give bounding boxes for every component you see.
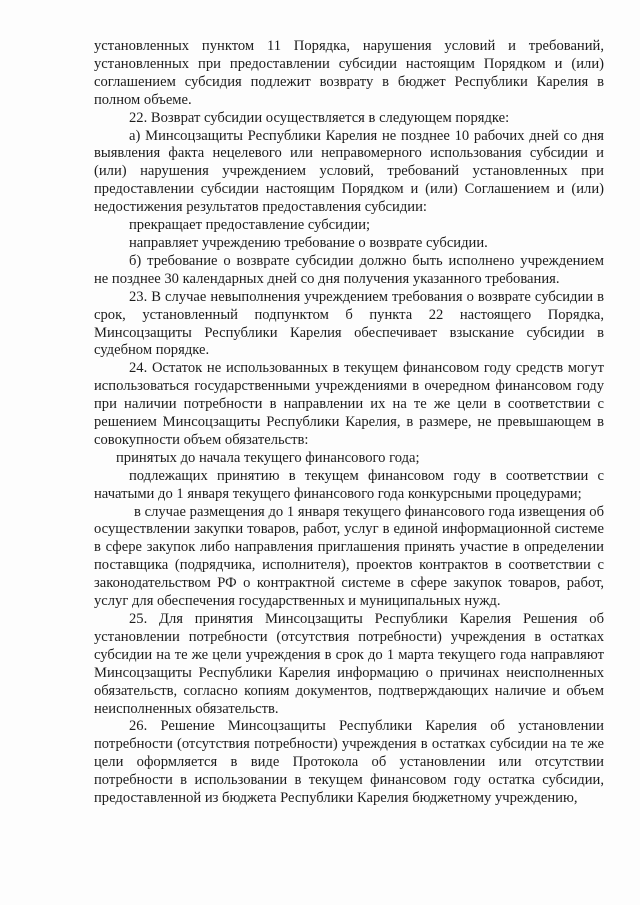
paragraph-22-a-item-2: направляет учреждению требование о возврате субсидии.	[129, 234, 488, 251]
paragraph-22-b: б) требование о возврате субсидии должно быть исполнено учреждением не позднее 30 календарных дней со дня получения указанного требования.	[94, 252, 604, 287]
paragraph-22-a: а) Минсоцзащиты Республики Карелия не позднее 10 рабочих дней со дня выявления факта нецелевого или неправомерного использования субсидии и (или) нарушения учреждением условий, требований установленных при предоставлении субсидии настоящим Порядком и (или) Соглашением и (или) недостижения результатов предоставления субсидии:	[94, 127, 604, 216]
paragraph-25: 25. Для принятия Минсоцзащиты Республики Карелия Решения об установлении потребности (отсутствия потребности) учреждения в остатках субсидии на те же цели учреждения в срок до 1 марта текущего года направляют Минсоцзащиты Республики Карелия информацию о причинах неисполненных обязательств, согласно копиям документов, подтверждающих наличие и объем неисполненных обязательств.	[94, 611, 604, 717]
paragraph-24-item-1: принятых до начала текущего финансового года;	[116, 449, 420, 466]
paragraph-26: 26. Решение Минсоцзащиты Республики Карелия об установлении потребности (отсутствия потребности) учреждения в остатках субсидии на те же цели оформляется в виде Протокола об установлении или отсутствии потребности в использовании в текущем финансовом году остатка субсидии, предоставленной из бюджета Республики Карелия бюджетному учреждению,	[94, 718, 604, 807]
paragraph-24: 24. Остаток не использованных в текущем финансовом году средств могут использоваться государственными учреждениями в очередном финансовом году при наличии потребности в направлении их на те же цели в соответствии с решением Минсоцзащиты Республики Карелия, в размере, не превышающем в совокупности объем обязательств:	[94, 360, 604, 448]
paragraph-23: 23. В случае невыполнения учреждением требования о возврате субсидии в срок, установленный подпунктом б пункта 22 настоящего Порядка, Минсоцзащиты Республики Карелия обеспечивает взыскание субсидии в судебном порядке.	[94, 288, 604, 359]
document-text	[94, 38, 604, 808]
paragraph-24-item-3: в случае размещения до 1 января текущего финансового года извещения об осуществлении закупки товаров, работ, услуг в единой информационной системе в сфере закупок либо направления приглашения принять участие в определении поставщика (подрядчика, исполнителя), проектов контрактов в соответствии с законодательством РФ о контрактной системе в сфере закупок товаров, работ, услуг для обеспечения государственных и муниципальных нужд.	[94, 503, 604, 610]
paragraph-24-item-2: подлежащих принятию в текущем финансовом году в соответствии с начатыми до 1 января текущего финансового года конкурсными процедурами;	[94, 467, 604, 502]
paragraph-22-a-item-1: прекращает предоставление субсидии;	[129, 217, 371, 234]
paragraph-continuation: установленных пунктом 11 Порядка, нарушения условий и требований, установленных при предоставлении субсидии настоящим Порядком и (или) соглашением субсидия подлежит возврату в бюджет Республики Карелия в полном объеме.	[94, 38, 604, 108]
paragraph-22: 22. Возврат субсидии осуществляется в следующем порядке:	[129, 109, 510, 126]
